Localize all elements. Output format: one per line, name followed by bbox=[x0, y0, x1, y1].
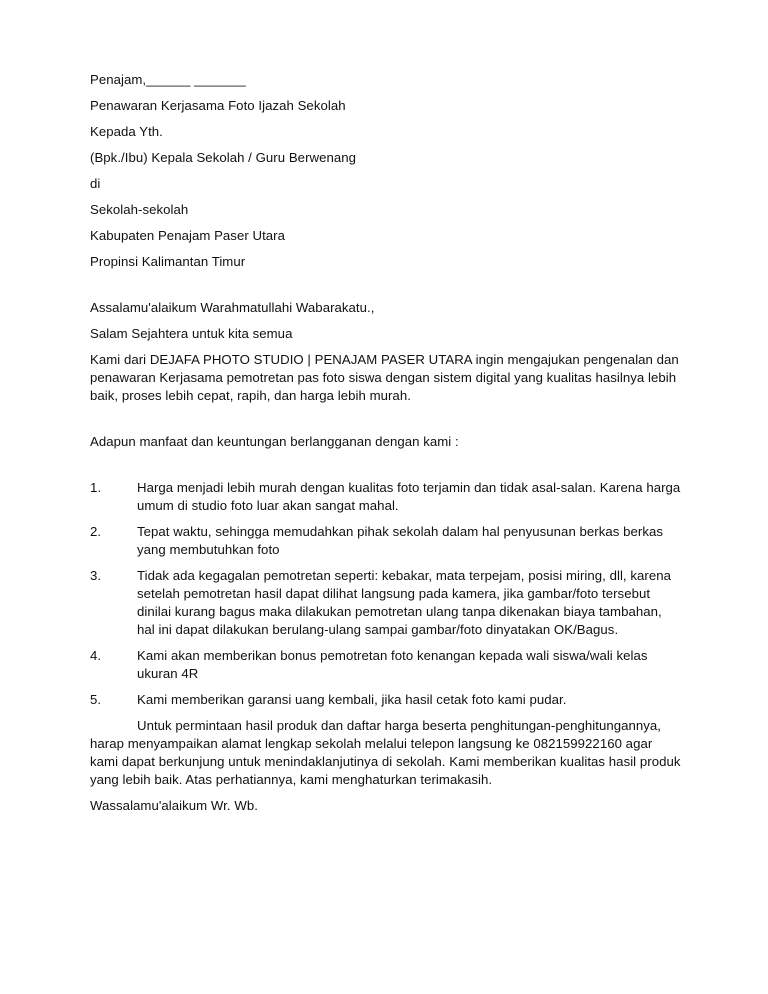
date-line: Penajam,______ _______ bbox=[90, 72, 246, 87]
greeting: Assalamu'alaikum Warahmatullahi Wabarakatu., bbox=[90, 300, 375, 315]
item-text: Harga menjadi lebih murah dengan kualitas foto terjamin dan tidak asal-salan. Karena harga umum di studio foto luar akan sangat mahal. bbox=[137, 480, 681, 513]
intro-paragraph: Kami dari DEJAFA PHOTO STUDIO | PENAJAM PASER UTARA ingin mengajukan pengenalan dan penawaran Kerjasama pemotretan pas foto siswa dengan sistem digital yang kualitas hasilnya lebih baik, proses lebih cepat, rapih, dan harga lebih murah. bbox=[90, 352, 679, 403]
recipient-line: (Bpk./Ibu) Kepala Sekolah / Guru Berwenang bbox=[90, 150, 357, 165]
item-number: 5. bbox=[90, 692, 102, 707]
item-number: 1. bbox=[90, 480, 102, 495]
signoff: Wassalamu'alaikum Wr. Wb. bbox=[90, 798, 258, 813]
spacer bbox=[90, 459, 682, 479]
list-item bbox=[90, 479, 682, 515]
closing-paragraph: Untuk permintaan hasil produk dan daftar harga beserta penghitungan-penghitungannya, harap menyampaikan alamat lengkap sekolah melalui telepon langsung ke 082159922160 agar kami dapat berkunjung untuk menindaklanjutinya di sekolah. Kami memberikan kualitas hasil produk yang lebih baik. Atas perhatiannya, kami menghaturkan terimakasih. bbox=[90, 718, 681, 787]
item-number: 4. bbox=[90, 648, 102, 663]
recipient-line: Kepada Yth. bbox=[90, 124, 163, 139]
recipient-line: Propinsi Kalimantan Timur bbox=[90, 254, 246, 269]
benefits-list bbox=[90, 479, 682, 709]
item-text: Tidak ada kegagalan pemotretan seperti: kebakar, mata terpejam, posisi miring, dll, karena setelah pemotretan hasil dapat dilihat langsung pada kamera, jika gambar/foto tersebut dinilai kurang bagus maka dilakukan pemotretan ulang tanpa dikenakan biaya tambahan, hal ini dapat dilakukan berulang-ulang sampai gambar/foto dinyatakan OK/Bagus. bbox=[137, 568, 671, 637]
item-text: Tepat waktu, sehingga memudahkan pihak sekolah dalam hal penyusunan berkas berkas yang membutuhkan foto bbox=[137, 524, 664, 557]
list-item bbox=[90, 567, 682, 639]
salutation: Salam Sejahtera untuk kita semua bbox=[90, 326, 293, 341]
subject-line: Penawaran Kerjasama Foto Ijazah Sekolah bbox=[90, 98, 346, 113]
spacer bbox=[90, 279, 682, 299]
benefits-heading: Adapun manfaat dan keuntungan berlangganan dengan kami : bbox=[90, 434, 459, 449]
list-item bbox=[90, 647, 682, 683]
list-item bbox=[90, 523, 682, 559]
item-text: Kami memberikan garansi uang kembali, jika hasil cetak foto kami pudar. bbox=[137, 692, 567, 707]
spacer bbox=[90, 413, 682, 433]
recipient-line: Sekolah-sekolah bbox=[90, 202, 189, 217]
item-number: 3. bbox=[90, 568, 102, 583]
recipient-line: di bbox=[90, 176, 101, 191]
letter-body bbox=[90, 71, 682, 823]
recipient-line: Kabupaten Penajam Paser Utara bbox=[90, 228, 285, 243]
item-text: Kami akan memberikan bonus pemotretan foto kenangan kepada wali siswa/wali kelas ukuran 4R bbox=[137, 648, 648, 681]
item-number: 2. bbox=[90, 524, 102, 539]
list-item bbox=[90, 691, 682, 709]
